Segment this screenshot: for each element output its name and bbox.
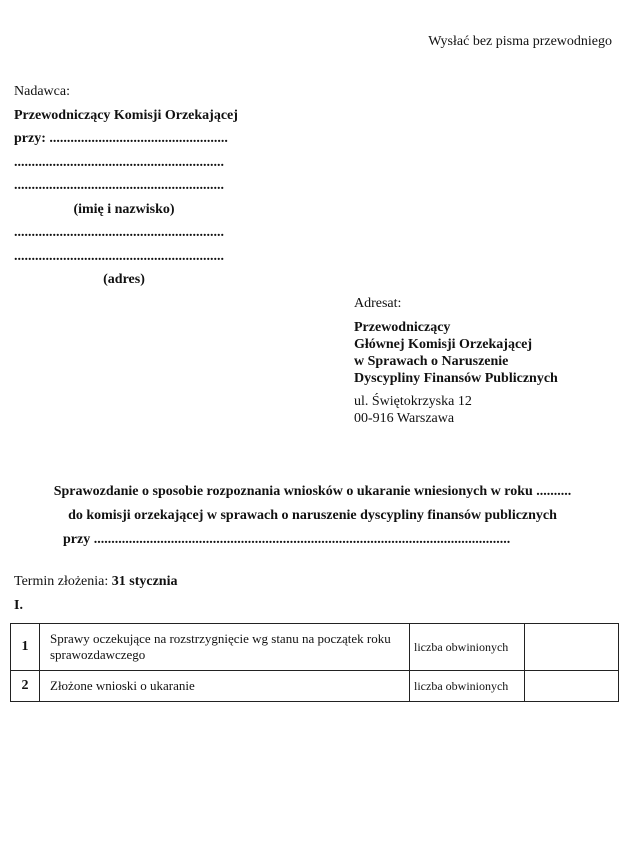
sender-address-dots-2: ............................................................ (14, 248, 224, 264)
addressee-city: 00-916 Warszawa (354, 411, 455, 426)
row-value-cell[interactable] (525, 671, 619, 702)
sender-title: Przewodniczący Komisji Orzekającej (14, 107, 238, 123)
sender-name-dots-1: ............................................................ (14, 154, 224, 170)
row-number: 2 (11, 671, 40, 702)
row-unit: liczba obwinionych (410, 671, 525, 702)
row-description: Sprawy oczekujące na rozstrzygnięcie wg stanu na początek roku sprawozdawczego (40, 624, 410, 671)
addressee-name-line-4: Dyscypliny Finansów Publicznych (354, 371, 558, 386)
row-description: Złożone wnioski o ukaranie (40, 671, 410, 702)
sender-block (14, 80, 238, 292)
report-title (0, 480, 625, 552)
deadline-label: Termin złożenia: (14, 574, 109, 589)
addressee-name-line-1: Przewodniczący (354, 320, 451, 335)
report-table (10, 623, 619, 702)
row-number: 1 (11, 624, 40, 671)
row-value-cell[interactable] (525, 624, 619, 671)
sender-name-dots-2: ............................................................ (14, 178, 224, 193)
deadline (14, 574, 177, 590)
header-note: Wysłać bez pisma przewodniego (428, 34, 612, 49)
sender-label: Nadawca: (14, 84, 70, 99)
row-unit: liczba obwinionych (410, 624, 525, 671)
addressee-block (354, 294, 558, 427)
addressee-name-line-2: Głównej Komisji Orzekającej (354, 337, 533, 352)
report-title-line-2: do komisji orzekającej w sprawach o naruszenie dyscypliny finansów publicznych (68, 508, 557, 523)
sender-address-hint: (adres) (103, 272, 145, 287)
report-title-line-1: Sprawozdanie o sposobie rozpoznania wniosków o ukaranie wniesionych w roku .......... (53, 484, 572, 499)
sender-at-label: przy: (14, 131, 46, 146)
sender-name-hint: (imię i nazwisko) (73, 201, 175, 217)
addressee-name-line-3: w Sprawach o Naruszenie (354, 354, 509, 369)
addressee-label: Adresat: (354, 296, 402, 311)
table-row (11, 671, 619, 702)
deadline-value: 31 stycznia (111, 574, 178, 589)
section-label: I. (14, 598, 23, 613)
report-title-line-3: przy ....................................................................................................................... (63, 532, 511, 547)
sender-at-line (14, 127, 238, 151)
sender-at-dots: ................................................... (49, 131, 228, 146)
sender-address-dots-1: ............................................................ (14, 225, 224, 240)
table-row (11, 624, 619, 671)
addressee-street: ul. Świętokrzyska 12 (354, 394, 472, 409)
